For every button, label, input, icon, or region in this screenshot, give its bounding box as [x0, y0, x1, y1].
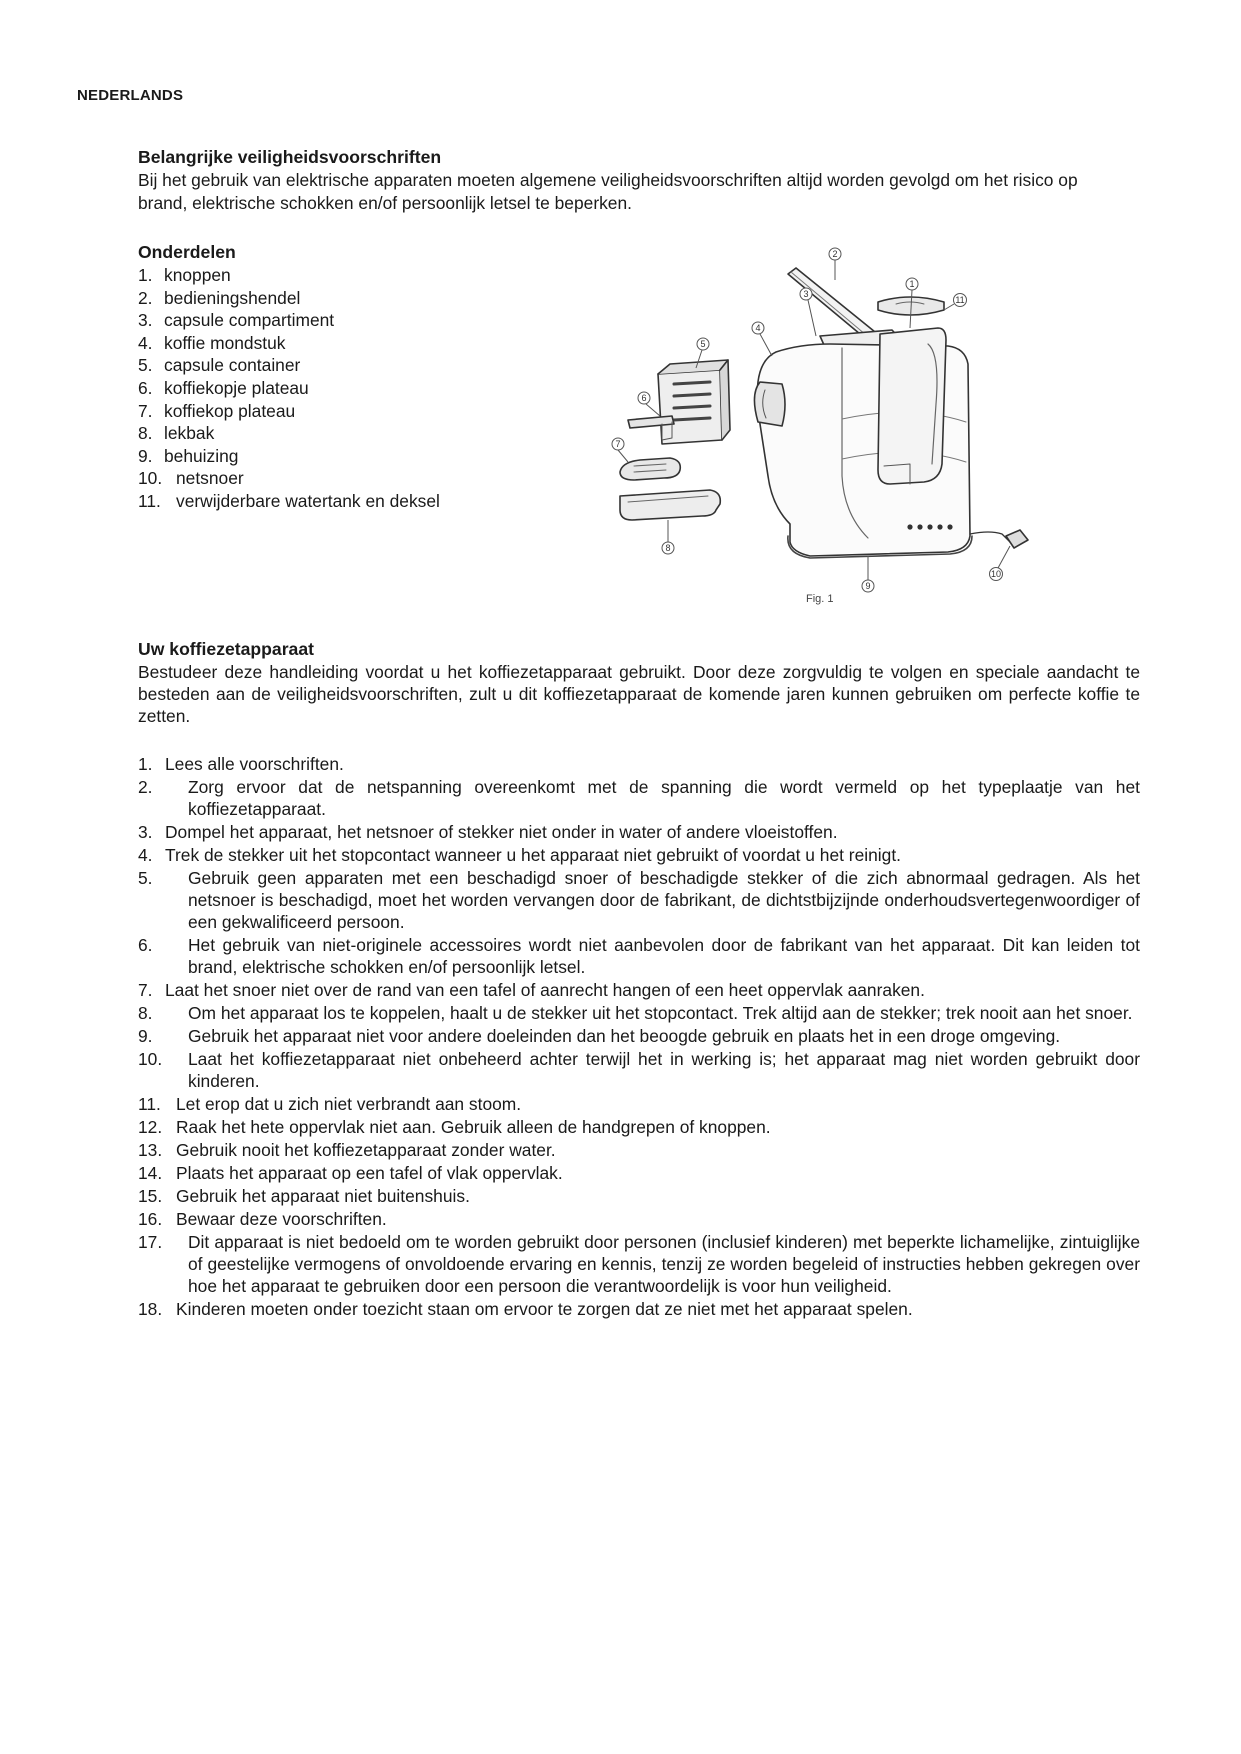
item-number: 18. [138, 1299, 163, 1319]
callout-11 [954, 294, 967, 307]
item-number: 8. [138, 423, 153, 444]
list-item [138, 1093, 1140, 1115]
coffee-machine-figure [610, 244, 1060, 618]
svg-text:3: 3 [803, 289, 809, 299]
list-item [138, 979, 1140, 1001]
item-text: Bewaar deze voorschriften. [176, 1209, 387, 1229]
item-number: 2. [138, 287, 153, 308]
list-item [138, 1208, 1140, 1230]
item-text: Gebruik nooit het koffiezetapparaat zonder water. [176, 1140, 556, 1160]
item-label: capsule compartiment [164, 310, 335, 331]
callout-1 [906, 278, 918, 290]
list-item [138, 422, 558, 445]
list-item [138, 1116, 1140, 1138]
list-item [138, 821, 1140, 843]
item-number: 7. [138, 980, 153, 1000]
item-number: 4. [138, 845, 153, 865]
safety-section [138, 146, 1108, 215]
item-text: Lees alle voorschriften. [165, 754, 344, 774]
exploded-view-drawing [610, 244, 1060, 618]
svg-text:9: 9 [865, 581, 871, 591]
list-item [138, 1162, 1140, 1184]
item-number: 6. [138, 935, 153, 955]
list-item [138, 400, 558, 423]
item-number: 1. [138, 265, 153, 285]
list-item [138, 354, 558, 377]
svg-text:1: 1 [909, 279, 915, 289]
item-number: 15. [138, 1186, 163, 1206]
svg-text:4: 4 [755, 323, 761, 333]
item-label: koffiekop plateau [164, 400, 296, 421]
item-text: Om het apparaat los te koppelen, haalt u de stekker uit het stopcontact. Trek altijd aan de stekker; trek nooit aan het snoer. [188, 1003, 1133, 1023]
item-number: 7. [138, 400, 153, 421]
item-number: 9. [138, 445, 153, 466]
item-number: 14. [138, 1163, 163, 1183]
item-text: Kinderen moeten onder toezicht staan om ervoor te zorgen dat ze niet met het apparaat spelen. [176, 1299, 913, 1319]
callout-10 [990, 568, 1003, 581]
list-item [138, 1298, 1140, 1320]
figure-caption: Fig. 1 [806, 593, 834, 605]
item-text: Gebruik het apparaat niet buitenshuis. [176, 1186, 470, 1206]
list-item [138, 264, 558, 287]
list-item [138, 1185, 1140, 1207]
item-number: 3. [138, 822, 153, 842]
list-item [138, 490, 558, 513]
item-text: Het gebruik van niet-originele accessoires wordt niet aanbevolen door de fabrikant van het apparaat. Dit kan leiden tot brand, elektrische schokken en/of persoonlijk letsel. [188, 935, 1140, 977]
safety-title: Belangrijke veiligheidsvoorschriften [138, 147, 442, 167]
item-label: behuizing [164, 445, 239, 466]
list-item [138, 867, 1140, 933]
item-text: Dompel het apparaat, het netsnoer of stekker niet onder in water of andere vloeistoffen. [165, 822, 838, 842]
callout-5 [697, 338, 709, 350]
list-item [138, 934, 1140, 978]
callout-9 [862, 580, 874, 592]
item-number: 9. [138, 1026, 153, 1046]
svg-text:7: 7 [615, 439, 621, 449]
item-text: Plaats het apparaat op een tafel of vlak oppervlak. [176, 1163, 563, 1183]
item-label: capsule container [164, 355, 301, 376]
item-text: Raak het hete oppervlak niet aan. Gebruik alleen de handgrepen of knoppen. [176, 1117, 771, 1137]
item-number: 5. [138, 355, 153, 376]
svg-text:10: 10 [990, 569, 1002, 579]
machine-title: Uw koffiezetapparaat [138, 639, 314, 659]
language-header: NEDERLANDS [77, 87, 184, 104]
item-number: 8. [138, 1003, 153, 1023]
item-label: koffiekopje plateau [164, 377, 309, 398]
callout-4 [752, 322, 764, 334]
list-item [138, 753, 1140, 775]
item-number: 12. [138, 1117, 163, 1137]
list-item [138, 844, 1140, 866]
item-text: Gebruik geen apparaten met een beschadigd snoer of beschadigde stekker of die zich abnormaal gedragen. Als het netsnoer is beschadigd, moet het worden vervangen door de fabrikant, de dichtstbijzijnde onderhoudsvertegenwoordiger of een gekwalificeerd persoon. [188, 868, 1140, 932]
svg-text:8: 8 [665, 543, 671, 553]
item-text: Laat het koffiezetapparaat niet onbeheerd achter terwijl het in werking is; het apparaat mag niet worden gebruikt door kinderen. [188, 1049, 1140, 1091]
item-text: Let erop dat u zich niet verbrandt aan stoom. [176, 1094, 522, 1114]
item-label: bedieningshendel [164, 287, 301, 308]
list-item [138, 1025, 1140, 1047]
parts-title: Onderdelen [138, 242, 236, 262]
svg-text:11: 11 [955, 295, 965, 305]
parts-section [138, 241, 558, 513]
item-number: 11. [138, 490, 161, 511]
item-number: 3. [138, 310, 153, 331]
list-item [138, 309, 558, 332]
item-text: Laat het snoer niet over de rand van een tafel of aanrecht hangen of een heet oppervlak aanraken. [165, 980, 925, 1000]
item-label: netsnoer [176, 468, 244, 489]
parts-list [138, 264, 558, 513]
list-item [138, 377, 558, 400]
item-text: Dit apparaat is niet bedoeld om te worden gebruikt door personen (inclusief kinderen) met beperkte lichamelijke, zintuiglijke of geestelijke vermogens of onvoldoende ervaring en kennis, tenzij ze worden begeleid of instructies hebben gekregen over hoe het apparaat te gebruiken door een persoon die verantwoordelijk is voor hun veiligheid. [188, 1232, 1140, 1296]
svg-text:2: 2 [832, 249, 838, 259]
item-number: 4. [138, 332, 153, 353]
machine-section [138, 638, 1140, 1321]
callout-8 [662, 542, 674, 554]
svg-text:6: 6 [641, 393, 647, 403]
list-item [138, 445, 558, 468]
item-label: koffie mondstuk [164, 332, 286, 353]
item-number: 13. [138, 1140, 163, 1160]
item-number: 6. [138, 377, 153, 398]
machine-intro: Bestudeer deze handleiding voordat u het koffiezetapparaat gebruikt. Door deze zorgvuldig te volgen en speciale aandacht te besteden aan de veiligheidsvoorschriften, zult u dit koffiezetapparaat de komende jaren kunnen gebruiken om perfecte koffie te zetten. [138, 662, 1140, 726]
item-label: knoppen [164, 265, 231, 285]
item-number: 10. [138, 1049, 163, 1069]
list-item [138, 287, 558, 310]
svg-text:5: 5 [700, 339, 706, 349]
item-text: Trek de stekker uit het stopcontact wanneer u het apparaat niet gebruikt of voordat u het reinigt. [165, 845, 901, 865]
item-number: 5. [138, 868, 153, 888]
item-number: 2. [138, 777, 153, 797]
item-label: verwijderbare watertank en deksel [176, 490, 440, 511]
callout-6 [638, 392, 650, 404]
item-number: 16. [138, 1209, 163, 1229]
list-item [138, 1002, 1140, 1024]
list-item [138, 1139, 1140, 1161]
list-item [138, 1048, 1140, 1092]
list-item [138, 776, 1140, 820]
list-item [138, 332, 558, 355]
callout-3 [800, 288, 812, 300]
callout-7 [612, 438, 624, 450]
list-item [138, 467, 558, 490]
rules-list [138, 753, 1140, 1320]
item-label: lekbak [164, 423, 215, 444]
item-number: 17. [138, 1232, 163, 1252]
item-number: 11. [138, 1094, 161, 1114]
item-number: 10. [138, 468, 163, 489]
list-item [138, 1231, 1140, 1297]
item-number: 1. [138, 754, 153, 774]
safety-text: Bij het gebruik van elektrische apparaten moeten algemene veiligheidsvoorschriften altijd worden gevolgd om het risico op brand, elektrische schokken en/of persoonlijk letsel te beperken. [138, 170, 1078, 213]
item-text: Zorg ervoor dat de netspanning overeenkomt met de spanning die wordt vermeld op het typeplaatje van het koffiezetapparaat. [188, 777, 1140, 819]
item-text: Gebruik het apparaat niet voor andere doeleinden dan het beoogde gebruik en plaats het in een droge omgeving. [188, 1026, 1061, 1046]
callout-2 [829, 248, 841, 260]
